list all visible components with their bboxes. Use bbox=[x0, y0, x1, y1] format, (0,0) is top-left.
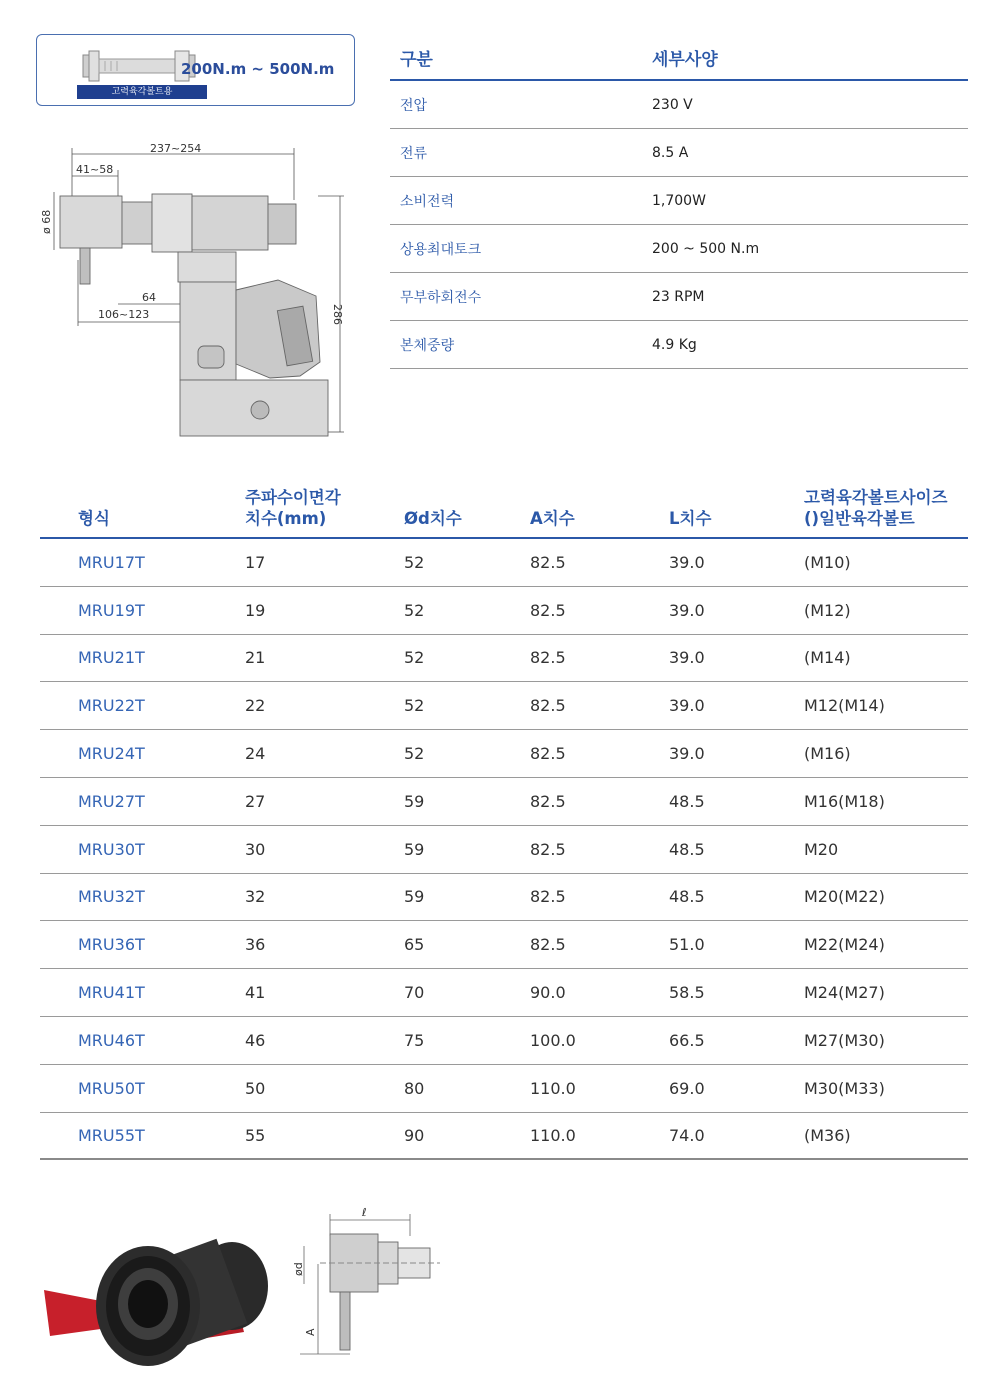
header-width-line1: 주파수이면각 bbox=[245, 488, 341, 507]
spec-label: 소비전력 bbox=[400, 193, 455, 210]
bolt-cell: M24(M27) bbox=[804, 983, 885, 1003]
dim-height-label: 286 bbox=[331, 304, 344, 325]
dim-grip-label: 106~123 bbox=[98, 308, 150, 321]
d-cell: 52 bbox=[404, 552, 425, 572]
spec-value: 230 V bbox=[652, 96, 693, 113]
spec-label: 본체중량 bbox=[400, 337, 455, 354]
spec-row bbox=[390, 273, 968, 321]
l-cell: 48.5 bbox=[669, 791, 705, 811]
l-cell: 48.5 bbox=[669, 839, 705, 859]
l-cell: 58.5 bbox=[669, 983, 705, 1003]
l-cell: 51.0 bbox=[669, 935, 705, 955]
model-cell: MRU36T bbox=[78, 935, 145, 955]
spec-label: 전압 bbox=[400, 97, 428, 114]
d-cell: 70 bbox=[404, 983, 425, 1003]
spec-label: 전류 bbox=[400, 145, 428, 162]
width-cell: 46 bbox=[245, 1030, 266, 1050]
a-cell: 82.5 bbox=[530, 696, 566, 716]
spec-row bbox=[390, 321, 968, 369]
spec-row bbox=[390, 129, 968, 177]
width-cell: 55 bbox=[245, 1125, 266, 1145]
table-row bbox=[40, 1017, 968, 1065]
width-cell: 27 bbox=[245, 791, 266, 811]
model-cell: MRU21T bbox=[78, 648, 145, 668]
l-cell: 48.5 bbox=[669, 887, 705, 907]
l-cell: 39.0 bbox=[669, 552, 705, 572]
model-cell: MRU17T bbox=[78, 552, 145, 572]
spec-header-detail: 세부사양 bbox=[652, 50, 718, 70]
spec-header-category: 구분 bbox=[400, 50, 433, 70]
d-cell: 90 bbox=[404, 1125, 425, 1145]
model-cell: MRU27T bbox=[78, 791, 145, 811]
table-row bbox=[40, 635, 968, 683]
l-cell: 39.0 bbox=[669, 744, 705, 764]
table-row bbox=[40, 1113, 968, 1161]
table-row bbox=[40, 587, 968, 635]
spec-row bbox=[390, 177, 968, 225]
table-row bbox=[40, 826, 968, 874]
bolt-cell: (M36) bbox=[804, 1125, 851, 1145]
l-cell: 74.0 bbox=[669, 1125, 705, 1145]
l-cell: 39.0 bbox=[669, 600, 705, 620]
bolt-cell: M27(M30) bbox=[804, 1030, 885, 1050]
model-cell: MRU46T bbox=[78, 1030, 145, 1050]
spec-value: 200 ~ 500 N.m bbox=[652, 240, 760, 257]
socket-dimension-drawing bbox=[290, 1206, 450, 1362]
d-cell: 52 bbox=[404, 744, 425, 764]
model-table-header bbox=[40, 482, 968, 539]
spec-value: 4.9 Kg bbox=[652, 336, 697, 353]
header-model: 형식 bbox=[78, 509, 110, 528]
bolt-cell: (M16) bbox=[804, 744, 851, 764]
a-cell: 82.5 bbox=[530, 744, 566, 764]
width-cell: 36 bbox=[245, 935, 266, 955]
width-cell: 32 bbox=[245, 887, 266, 907]
socket-dim-d: ød bbox=[292, 1262, 305, 1276]
spec-value: 1,700W bbox=[652, 192, 706, 209]
torque-range: 200N.m ~ 500N.m bbox=[181, 60, 335, 78]
header-width-line2: 치수(mm) bbox=[245, 509, 327, 528]
width-cell: 50 bbox=[245, 1078, 266, 1098]
table-row bbox=[40, 730, 968, 778]
bolt-cell: M12(M14) bbox=[804, 696, 885, 716]
header-bolt bbox=[804, 487, 968, 529]
a-cell: 82.5 bbox=[530, 648, 566, 668]
bolt-cell: (M14) bbox=[804, 648, 851, 668]
dim-total-label: 237~254 bbox=[150, 142, 202, 155]
d-cell: 59 bbox=[404, 887, 425, 907]
model-cell: MRU19T bbox=[78, 600, 145, 620]
a-cell: 110.0 bbox=[530, 1125, 576, 1145]
header-bolt-line1: 고력육각볼트사이즈 bbox=[804, 488, 948, 507]
d-cell: 59 bbox=[404, 791, 425, 811]
model-cell: MRU22T bbox=[78, 696, 145, 716]
table-row bbox=[40, 1065, 968, 1113]
header-a: A치수 bbox=[530, 509, 575, 528]
spec-table-header bbox=[390, 36, 968, 81]
bolt-cell: (M10) bbox=[804, 552, 851, 572]
spec-label: 상용최대토크 bbox=[400, 241, 482, 258]
bolt-cell: (M12) bbox=[804, 600, 851, 620]
spec-value: 8.5 A bbox=[652, 144, 689, 161]
table-row bbox=[40, 874, 968, 922]
dim-64-label: 64 bbox=[142, 291, 156, 304]
d-cell: 52 bbox=[404, 696, 425, 716]
width-cell: 41 bbox=[245, 983, 266, 1003]
a-cell: 82.5 bbox=[530, 600, 566, 620]
dim-front-label: 41~58 bbox=[76, 163, 114, 176]
d-cell: 80 bbox=[404, 1078, 425, 1098]
spec-row bbox=[390, 225, 968, 273]
a-cell: 110.0 bbox=[530, 1078, 576, 1098]
spec-label: 무부하회전수 bbox=[400, 289, 482, 306]
bolt-cell: M20 bbox=[804, 839, 839, 859]
header-d: Ød치수 bbox=[404, 509, 462, 528]
l-cell: 39.0 bbox=[669, 696, 705, 716]
bolt-cell: M30(M33) bbox=[804, 1078, 885, 1098]
torque-range-badge bbox=[36, 34, 355, 106]
socket-dim-a: A bbox=[304, 1328, 317, 1336]
a-cell: 82.5 bbox=[530, 935, 566, 955]
d-cell: 65 bbox=[404, 935, 425, 955]
d-cell: 59 bbox=[404, 839, 425, 859]
badge-subtitle: 고력육각볼트용 bbox=[77, 85, 207, 99]
table-row bbox=[40, 682, 968, 730]
width-cell: 30 bbox=[245, 839, 266, 859]
socket-photo bbox=[44, 1228, 274, 1372]
d-cell: 52 bbox=[404, 600, 425, 620]
l-cell: 66.5 bbox=[669, 1030, 705, 1050]
bolt-cell: M16(M18) bbox=[804, 791, 885, 811]
bolt-cell: M22(M24) bbox=[804, 935, 885, 955]
l-cell: 39.0 bbox=[669, 648, 705, 668]
dim-dia-label: ø 68 bbox=[40, 209, 53, 234]
table-row bbox=[40, 969, 968, 1017]
width-cell: 21 bbox=[245, 648, 266, 668]
wrench-dimension-drawing bbox=[38, 140, 358, 440]
spec-value: 23 RPM bbox=[652, 288, 705, 305]
a-cell: 100.0 bbox=[530, 1030, 576, 1050]
width-cell: 17 bbox=[245, 552, 266, 572]
table-row bbox=[40, 539, 968, 587]
header-l: L치수 bbox=[669, 509, 712, 528]
spec-table bbox=[390, 36, 968, 369]
table-row bbox=[40, 778, 968, 826]
header-width bbox=[245, 487, 404, 529]
a-cell: 82.5 bbox=[530, 552, 566, 572]
width-cell: 24 bbox=[245, 744, 266, 764]
model-cell: MRU55T bbox=[78, 1125, 145, 1145]
model-cell: MRU32T bbox=[78, 887, 145, 907]
bolt-cell: M20(M22) bbox=[804, 887, 885, 907]
model-cell: MRU50T bbox=[78, 1078, 145, 1098]
model-table bbox=[40, 482, 968, 1160]
model-cell: MRU41T bbox=[78, 983, 145, 1003]
a-cell: 90.0 bbox=[530, 983, 566, 1003]
socket-dim-l: ℓ bbox=[362, 1206, 367, 1219]
width-cell: 22 bbox=[245, 696, 266, 716]
model-cell: MRU30T bbox=[78, 839, 145, 859]
l-cell: 69.0 bbox=[669, 1078, 705, 1098]
a-cell: 82.5 bbox=[530, 839, 566, 859]
a-cell: 82.5 bbox=[530, 887, 566, 907]
spec-row bbox=[390, 81, 968, 129]
table-row bbox=[40, 921, 968, 969]
header-bolt-line2: ()일반육각볼트 bbox=[804, 509, 915, 528]
width-cell: 19 bbox=[245, 600, 266, 620]
model-cell: MRU24T bbox=[78, 744, 145, 764]
d-cell: 75 bbox=[404, 1030, 425, 1050]
d-cell: 52 bbox=[404, 648, 425, 668]
a-cell: 82.5 bbox=[530, 791, 566, 811]
